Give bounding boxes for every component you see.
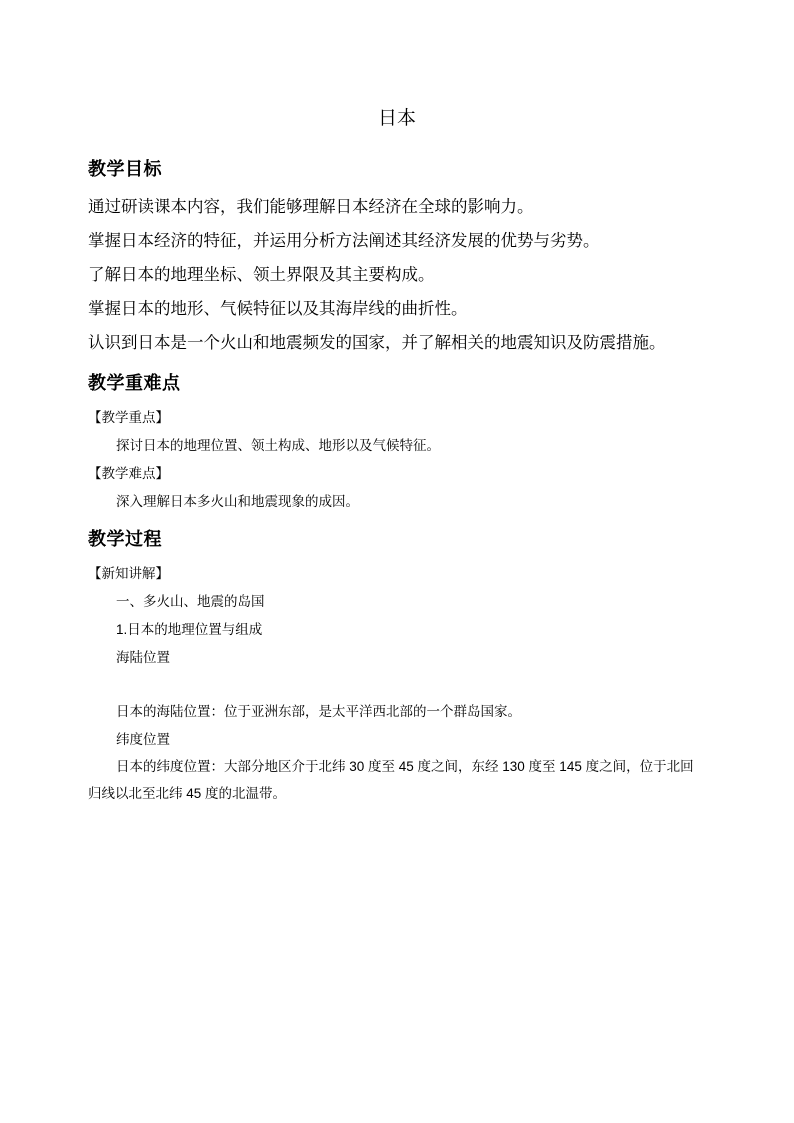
- hard-point-text: 深入理解日本多火山和地震现象的成因。: [116, 494, 359, 509]
- objective-line-2: 掌握日本经济的特征，并运用分析方法阐述其经济发展的优势与劣势。: [88, 231, 600, 250]
- objective-line-5: 认识到日本是一个火山和地震频发的国家，并了解相关的地震知识及防震措施。: [88, 333, 666, 352]
- document-body: [88, 104, 706, 808]
- key-point-label: 【教学重点】: [88, 410, 169, 425]
- section-heading-teaching-objectives: 教学目标: [88, 159, 162, 179]
- process-item-3: 海陆位置: [116, 650, 170, 665]
- hard-point-label: 【教学难点】: [88, 466, 169, 481]
- new-lesson-label: 【新知讲解】: [88, 566, 169, 581]
- latitude-text-line-2: 归线以北至北纬 45 度的北温带。: [88, 786, 287, 801]
- key-point-text: 探讨日本的地理位置、领土构成、地形以及气候特征。: [116, 438, 440, 453]
- process-item-1: 一、多火山、地震的岛国: [116, 594, 265, 609]
- section-heading-key-difficulties: 教学重难点: [88, 373, 181, 393]
- latitude-text-line-1: 日本的纬度位置：大部分地区介于北纬 30 度至 45 度之间，东经 130 度至 145 度之间，位于北回: [116, 759, 694, 774]
- process-item-2: 1.日本的地理位置与组成: [116, 622, 263, 637]
- spacer: [88, 516, 706, 526]
- objective-line-4: 掌握日本的地形、气候特征以及其海岸线的曲折性。: [88, 299, 468, 318]
- objective-line-1: 通过研读课本内容，我们能够理解日本经济在全球的影响力。: [88, 197, 534, 216]
- objective-line-3: 了解日本的地理坐标、领土界限及其主要构成。: [88, 265, 435, 284]
- section-heading-teaching-process: 教学过程: [88, 529, 162, 549]
- process-item-5: 纬度位置: [116, 732, 170, 747]
- spacer: [88, 672, 706, 698]
- spacer: [88, 360, 706, 370]
- process-item-4: 日本的海陆位置：位于亚洲东部，是太平洋西北部的一个群岛国家。: [116, 704, 521, 719]
- page-title: 日本: [377, 108, 416, 129]
